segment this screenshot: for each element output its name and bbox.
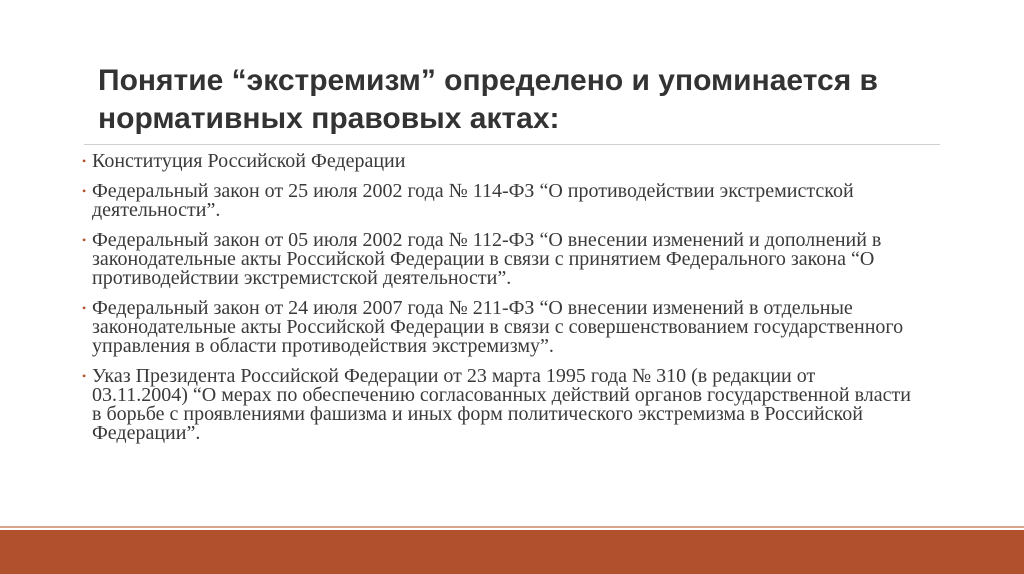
- list-item-text: Федеральный закон от 05 июля 2002 года № 112-ФЗ “О внесении изменений и дополнений в законодательные акты Российской Федерации в связи с принятием Федерального закона “О противодействии экстремистской деятельности”.: [92, 229, 882, 289]
- slide-title: Понятие “экстремизм” определено и упоминается в нормативных правовых актах:: [98, 64, 878, 135]
- bullet-icon: •: [82, 233, 87, 247]
- list-item: [84, 231, 914, 288]
- bullet-icon: •: [82, 369, 87, 383]
- bullet-icon: •: [82, 154, 87, 168]
- bullet-list: [84, 152, 914, 454]
- list-item: [84, 367, 914, 443]
- list-item: [84, 299, 914, 356]
- bullet-icon: •: [82, 184, 87, 198]
- list-item-text: Указ Президента Российской Федерации от 23 марта 1995 года № 310 (в редакции от 03.11.2004) “О мерах по обеспечению согласованных действий органов государственной власти в борьбе с проявлениями фашизма и иных форм политического экстремизма в Российской Федерации”.: [92, 365, 911, 444]
- list-item-text: Конституция Российской Федерации: [92, 150, 406, 172]
- footer-accent-bar: [0, 530, 1024, 574]
- list-item-text: Федеральный закон от 25 июля 2002 года № 114-ФЗ “О противодействии экстремистской деятельности”.: [92, 180, 854, 221]
- list-item: [84, 152, 914, 171]
- list-item: [84, 182, 914, 220]
- bullet-icon: •: [82, 301, 87, 315]
- list-item-text: Федеральный закон от 24 июля 2007 года № 211-ФЗ “О внесении изменений в отдельные законодательные акты Российской Федерации в связи с совершенствованием государственного управления в области противодействия экстремизму”.: [92, 297, 904, 357]
- footer-accent-line: [0, 526, 1024, 528]
- title-divider: [84, 144, 940, 145]
